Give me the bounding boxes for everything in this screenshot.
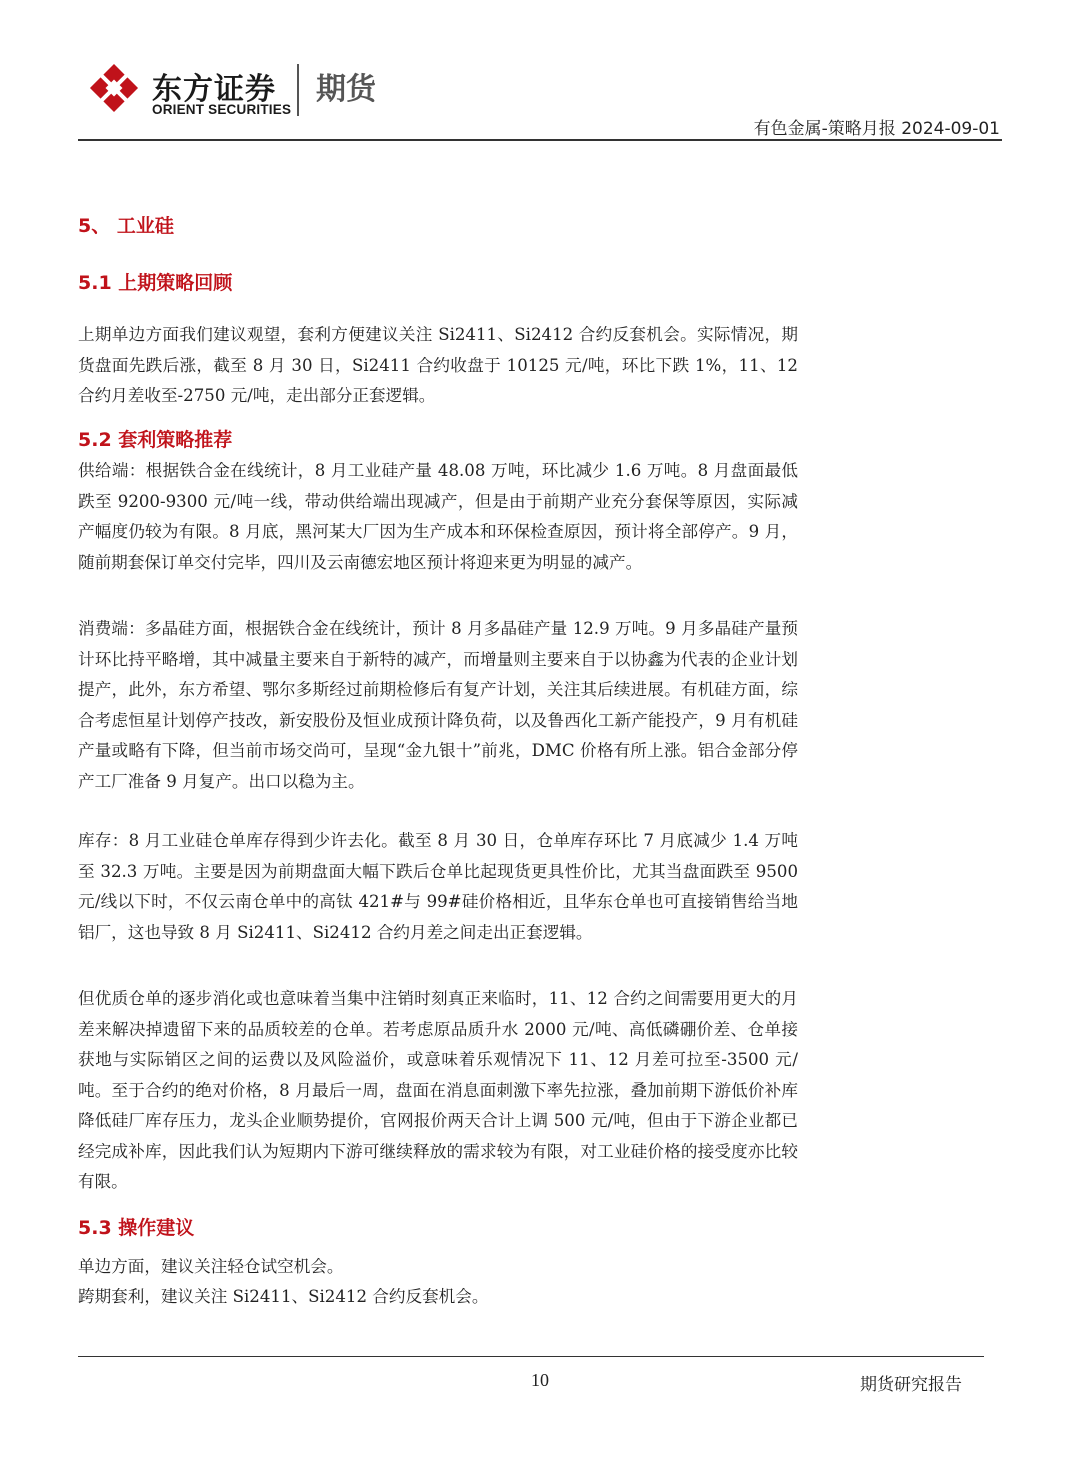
- subsection-heading-5-1: 5.1 上期策略回顾: [78, 272, 233, 294]
- subsection-heading-5-3: 5.3 操作建议: [78, 1217, 195, 1239]
- advice-line-outright: 单边方面，建议关注轻仓试空机会。: [78, 1257, 344, 1276]
- paragraph-previous-strategy: 上期单边方面我们建议观望，套利方便建议关注 Si2411、Si2412 合约反套机会。实际情况，期货盘面先跌后涨，截至 8 月 30 日，Si2411 合约收盘于 10125 元/吨，环比下跌 1%，11、12 合约月差收至-2750 元/吨，走出部分正套逻辑。: [78, 325, 798, 405]
- subsection-heading-5-2: 5.2 套利策略推荐: [78, 429, 233, 451]
- orient-securities-logo-icon: [88, 62, 140, 114]
- paragraph-spread-analysis: 但优质仓单的逐步消化或也意味着当集中注销时刻真正来临时，11、12 合约之间需要用更大的月差来解决掉遗留下来的品质较差的仓单。若考虑原品质升水 2000 元/吨、高低磷硼价差、仓单接获地与实际销区之间的运费以及风险溢价，或意味着乐观情况下 11、12 月差可拉至-3500 元/吨。至于合约的绝对价格，8 月最后一周，盘面在消息面刺激下率先拉涨，叠加前期下游低价补库降低硅厂库存压力，龙头企业顺势提价，官网报价两天合计上调 500 元/吨，但由于下游企业都已经完成补库，因此我们认为短期内下游可继续释放的需求较为有限，对工业硅价格的接受度亦比较有限。: [78, 989, 798, 1191]
- brand-name-en: ORIENT SECURITIES: [152, 102, 292, 117]
- section-title: 5、 工业硅: [78, 215, 174, 237]
- paragraph-inventory: 库存：8 月工业硅仓单库存得到少许去化。截至 8 月 30 日，仓单库存环比 7 月底减少 1.4 万吨至 32.3 万吨。主要是因为前期盘面大幅下跌后仓单比起现货更具性价比，尤其当盘面跌至 9500 元/线以下时，不仅云南仓单中的高钛 421#与 99#硅价格相近，且华东仓单也可直接销售给当地铝厂，这也导致 8 月 Si2411、Si2412 合约月差之间走出正套逻辑。: [78, 831, 798, 942]
- footer-divider: [78, 1356, 984, 1357]
- footer-label: 期货研究报告: [860, 1375, 962, 1395]
- advice-line-calendar-spread: 跨期套利，建议关注 Si2411、Si2412 合约反套机会。: [78, 1287, 489, 1306]
- brand-divider: [297, 64, 299, 116]
- page-number: 10: [531, 1370, 549, 1390]
- brand-name-cn: 东方证券: [152, 72, 276, 107]
- paragraph-demand: 消费端：多晶硅方面，根据铁合金在线统计，预计 8 月多晶硅产量 12.9 万吨。9 月多晶硅产量预计环比持平略增，其中减量主要来自于新特的减产，而增量则主要来自于以协鑫为代表的企业计划提产，此外，东方希望、鄂尔多斯经过前期检修后有复产计划，关注其后续进展。有机硅方面，综合考虑恒星计划停产技改，新安股份及恒业成预计降负荷，以及鲁西化工新产能投产，9 月有机硅产量或略有下降，但当前市场交尚可，呈现“金九银十”前兆，DMC 价格有所上涨。铝合金部分停产工厂准备 9 月复产。出口以稳为主。: [78, 619, 798, 791]
- document-title: 有色金属-策略月报 2024-09-01: [753, 119, 1000, 139]
- paragraph-supply: 供给端：根据铁合金在线统计，8 月工业硅产量 48.08 万吨，环比减少 1.6 万吨。8 月盘面最低跌至 9200-9300 元/吨一线，带动供给端出现减产，但是由于前期产业充分套保等原因，实际减产幅度仍较为有限。8 月底，黑河某大厂因为生产成本和环保检查原因，预计将全部停产。9 月，随前期套保订单交付完毕，四川及云南德宏地区预计将迎来更为明显的减产。: [78, 461, 798, 572]
- header-divider: [78, 139, 1002, 141]
- brand-subtitle: 期货: [316, 72, 376, 107]
